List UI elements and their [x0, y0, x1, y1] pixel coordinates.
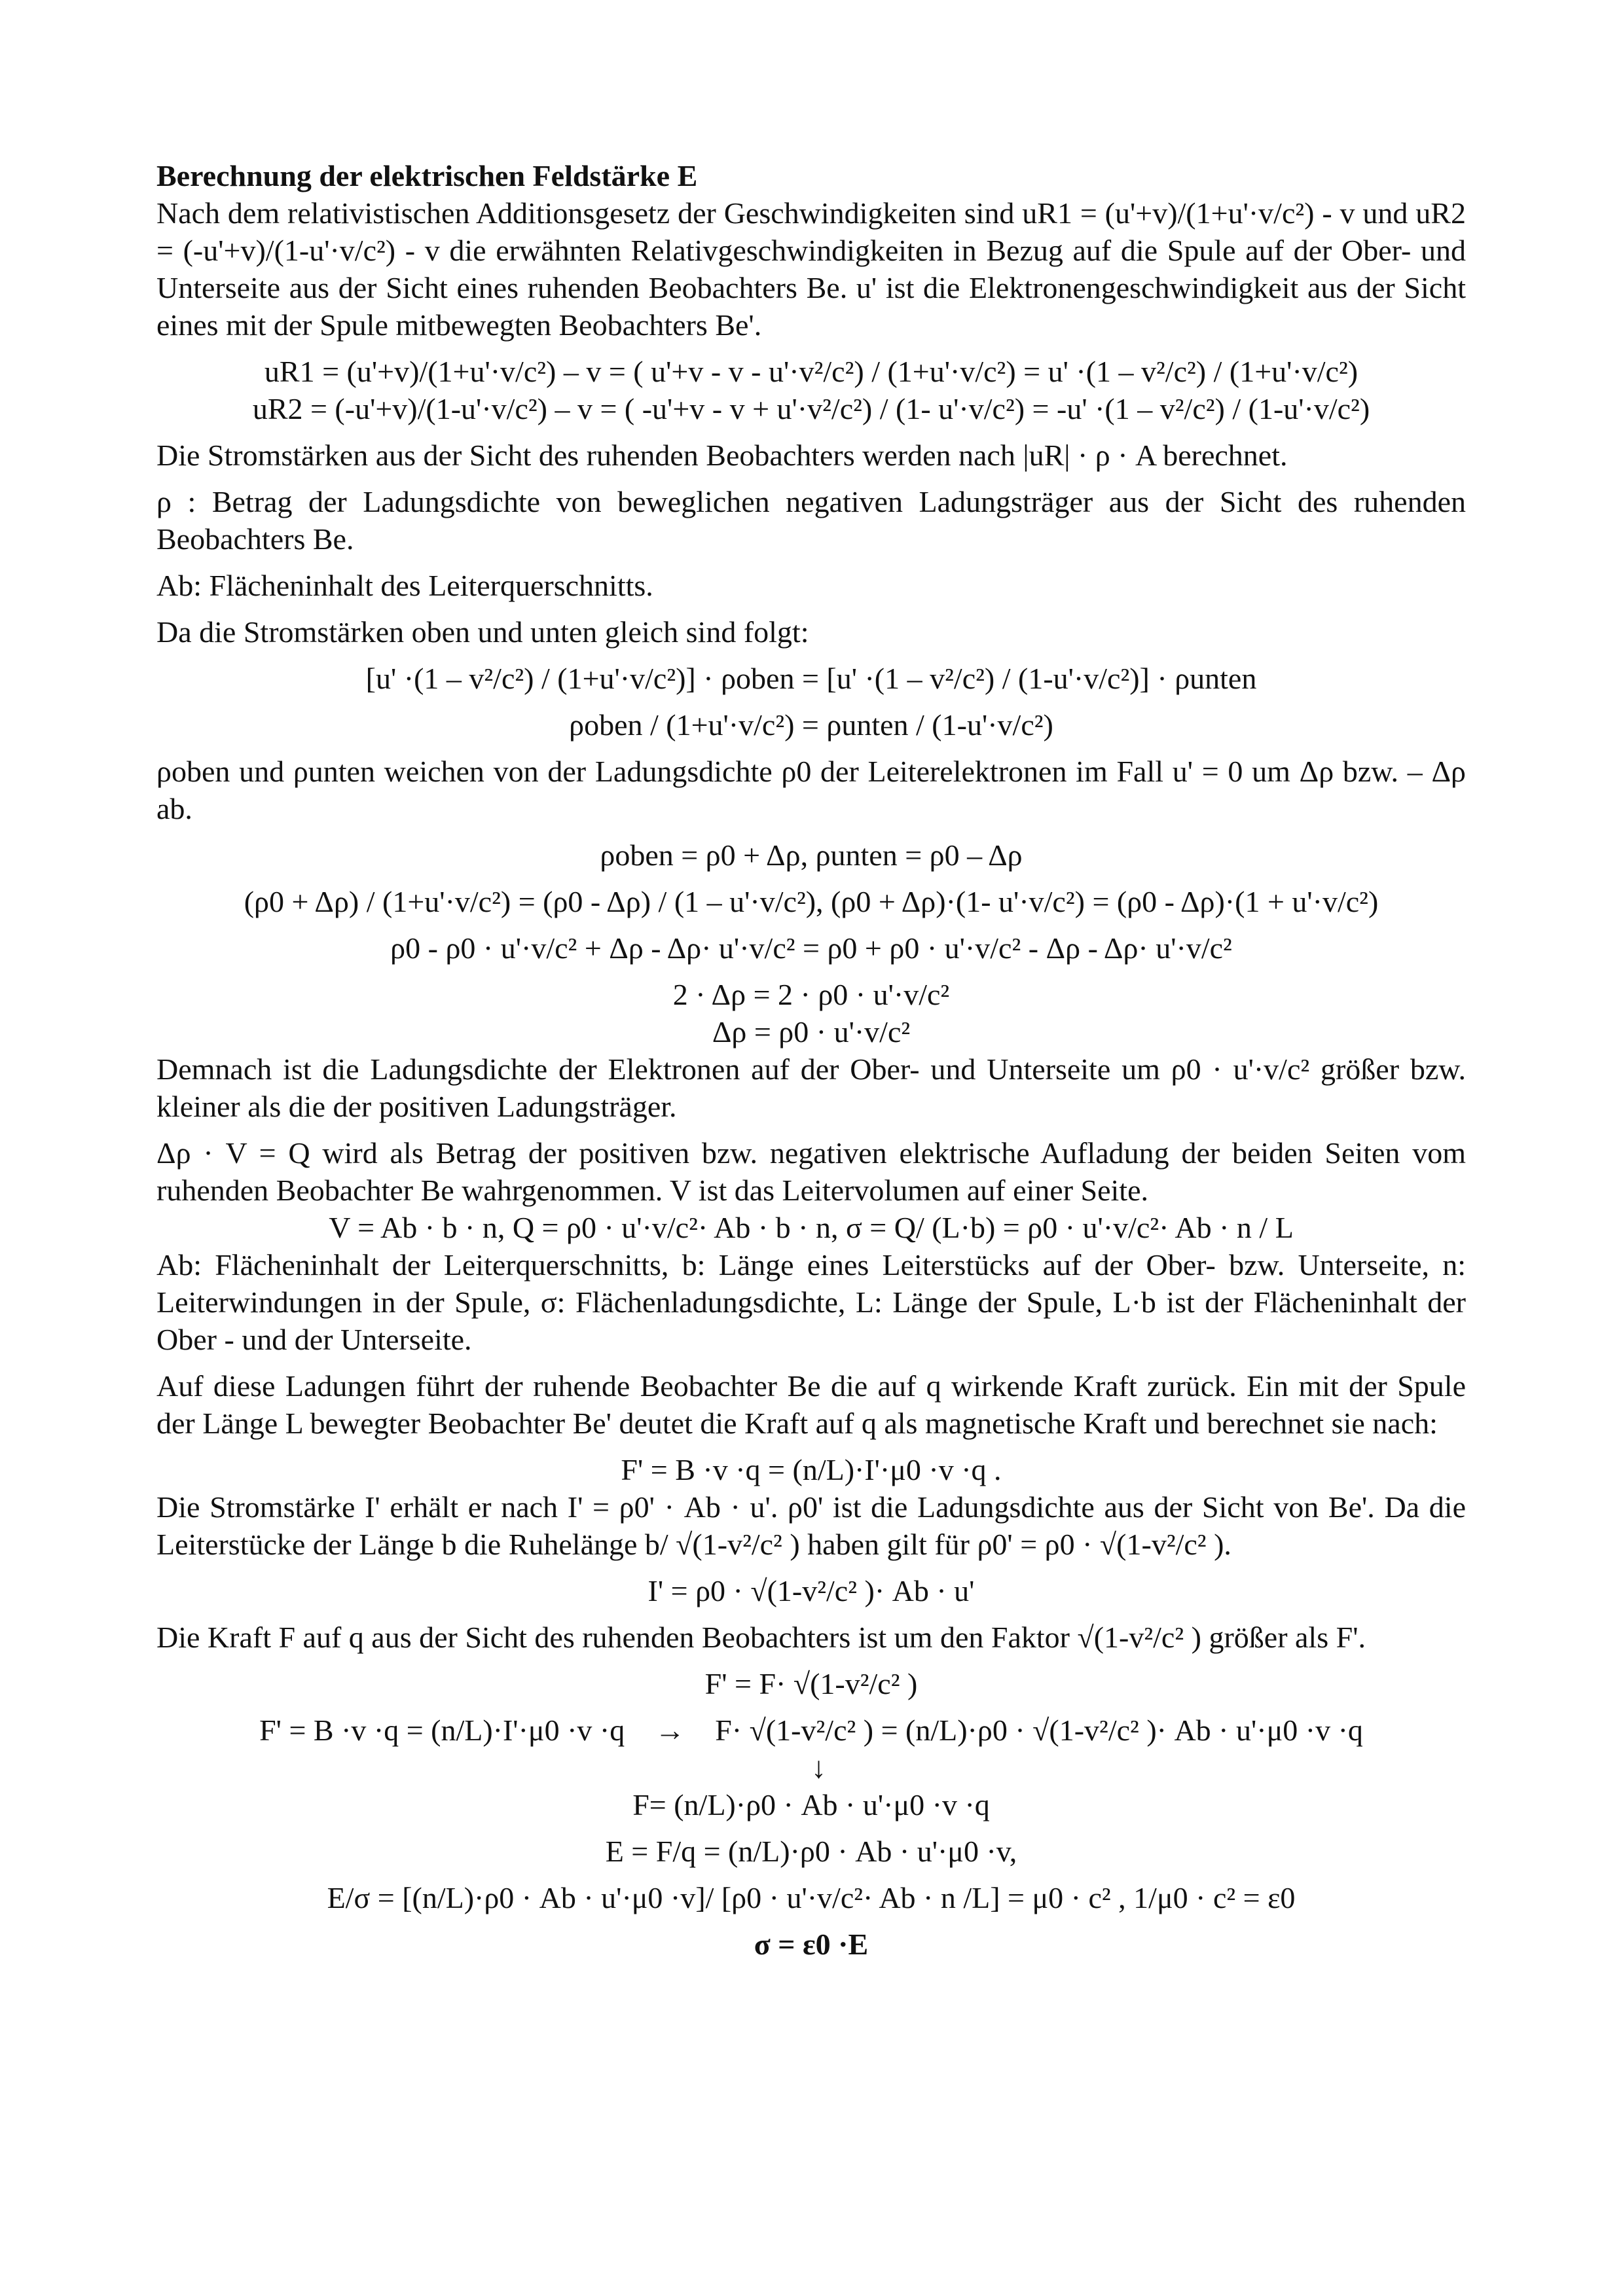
- equation-force-4: F= (n/L)·ρ0 · Ab · u'·μ0 ·v ·q: [632, 1788, 990, 1821]
- equation-gleich-2: ρoben / (1+u'·v/c²) = ρunten / (1-u'·v/c²): [569, 708, 1053, 742]
- paragraph-gleich: Da die Stromstärken oben und unten gleich sind folgt:: [156, 615, 809, 649]
- equation-delta-1: ρoben = ρ0 + Δρ, ρunten = ρ0 – Δρ: [600, 838, 1023, 872]
- equation-force-1: F' = B ·v ·q = (n/L)·I'·μ0 ·v ·q .: [621, 1453, 1002, 1486]
- document-page: [156, 157, 1466, 1963]
- paragraph-stromstaerke-I: Die Stromstärke I' erhält er nach I' = ρ0' · Ab · u'. ρ0' ist die Ladungsdichte aus der Sicht von Be'. Da die Leiterstücke der Länge b die Ruhelänge b/ √(1-v²/c² ) haben gilt für ρ0' = ρ0 · √(1-v²/c² ).: [156, 1490, 1466, 1561]
- equation-force-3-right: F· √(1-v²/c² ) = (n/L)·ρ0 · √(1-v²/c² )· Ab · u'·μ0 ·v ·q: [715, 1713, 1363, 1747]
- equation-E-over-sigma: E/σ = [(n/L)·ρ0 · Ab · u'·μ0 ·v]/ [ρ0 · u'·v/c²· Ab · n /L] = μ0 · c² , 1/μ0 · c² = ε0: [327, 1881, 1296, 1914]
- equation-uR2: uR2 = (-u'+v)/(1-u'·v/c²) – v = ( -u'+v - v + u'·v²/c²) / (1- u'·v/c²) = -u' ·(1 – v²/c²) / (1-u'·v/c²): [252, 392, 1370, 425]
- equation-current-I: I' = ρ0 · √(1-v²/c² )· Ab · u': [647, 1574, 975, 1607]
- equation-force-3: [156, 1712, 1466, 1749]
- equation-field-E: E = F/q = (n/L)·ρ0 · Ab · u'·μ0 ·v,: [605, 1835, 1017, 1868]
- paragraph-faktor: Die Kraft F auf q aus der Sicht des ruhenden Beobachters ist um den Faktor √(1-v²/c² ) größer als F'.: [156, 1621, 1366, 1654]
- equation-force-3-left: F' = B ·v ·q = (n/L)·I'·μ0 ·v ·q: [259, 1713, 625, 1747]
- paragraph-weichen: ρoben und ρunten weichen von der Ladungsdichte ρ0 der Leiterelektronen im Fall u' = 0 um Δρ bzw. – Δρ ab.: [156, 755, 1466, 825]
- paragraph-demnach: Demnach ist die Ladungsdichte der Elektronen auf der Ober- und Unterseite um ρ0 · u'·v/c² größer bzw. kleiner als die der positiven Ladungsträger.: [156, 1052, 1466, 1123]
- equation-delta-4: 2 · Δρ = 2 · ρ0 · u'·v/c²: [672, 978, 950, 1011]
- intro-paragraph: Nach dem relativistischen Additionsgesetz der Geschwindigkeiten sind uR1 = (u'+v)/(1+u'·v/c²) - v und uR2 = (-u'+v)/(1-u'·v/c²) - v die erwähnten Relativgeschwindigkeiten in Bezug auf die Spule auf der Ober- und Unterseite aus der Sicht eines ruhenden Beobachters Be. u' ist die Elektronengeschwindigkeit aus der Sicht eines mit der Spule mitbewegten Beobachters Be'.: [156, 196, 1466, 342]
- equation-delta-3: ρ0 - ρ0 · u'·v/c² + Δρ - Δρ· u'·v/c² = ρ0 + ρ0 · u'·v/c² - Δρ - Δρ· u'·v/c²: [390, 931, 1232, 965]
- page-title: Berechnung der elektrischen Feldstärke E: [156, 159, 698, 192]
- paragraph-ladung: Δρ · V = Q wird als Betrag der positiven bzw. negativen elektrische Aufladung der beiden Seiten vom ruhenden Beobachter Be wahrgenommen. V ist das Leitervolumen auf einer Seite.: [156, 1136, 1466, 1207]
- equation-force-2: F' = F· √(1-v²/c² ): [704, 1667, 918, 1700]
- equation-final: σ = ε0 ·E: [754, 1928, 869, 1961]
- paragraph-kraft: Auf diese Ladungen führt der ruhende Beobachter Be die auf q wirkende Kraft zurück. Ein mit der Spule der Länge L bewegter Beobachter Be' deutet die Kraft auf q als magnetische Kraft und berechnet sie nach:: [156, 1369, 1466, 1440]
- paragraph-ab-definition: Ab: Flächeninhalt des Leiterquerschnitts.: [156, 569, 653, 602]
- paragraph-stromstaerken: Die Stromstärken aus der Sicht des ruhenden Beobachters werden nach |uR| · ρ · A berechnet.: [156, 439, 1288, 472]
- equation-delta-5: Δρ = ρ0 · u'·v/c²: [712, 1015, 911, 1049]
- arrow-down-icon: ↓: [811, 1751, 826, 1784]
- equation-volume-charge: V = Ab · b · n, Q = ρ0 · u'·v/c²· Ab · b · n, σ = Q/ (L·b) = ρ0 · u'·v/c²· Ab · n / L: [329, 1211, 1294, 1244]
- equation-gleich-1: [u' ·(1 – v²/c²) / (1+u'·v/c²)] · ρoben = [u' ·(1 – v²/c²) / (1-u'·v/c²)] · ρunten: [365, 662, 1257, 695]
- arrow-right-icon: →: [655, 1713, 685, 1747]
- paragraph-definitions: Ab: Flächeninhalt der Leiterquerschnitts, b: Länge eines Leiterstücks auf der Ober- bzw. Unterseite, n: Leiterwindungen in der Spule, σ: Flächenladungsdichte, L: Länge der Spule, L·b ist der Flächeninhalt der Ober - und der Unterseite.: [156, 1248, 1466, 1356]
- paragraph-rho-definition: ρ : Betrag der Ladungsdichte von beweglichen negativen Ladungsträger aus der Sicht des ruhenden Beobachters Be.: [156, 485, 1466, 556]
- equation-delta-2: (ρ0 + Δρ) / (1+u'·v/c²) = (ρ0 - Δρ) / (1 – u'·v/c²), (ρ0 + Δρ)·(1- u'·v/c²) = (ρ0 - Δρ)·(1 + u'·v/c²): [244, 885, 1379, 918]
- equation-uR1: uR1 = (u'+v)/(1+u'·v/c²) – v = ( u'+v - v - u'·v²/c²) / (1+u'·v/c²) = u' ·(1 – v²/c²) / (1+u'·v/c²): [264, 355, 1359, 388]
